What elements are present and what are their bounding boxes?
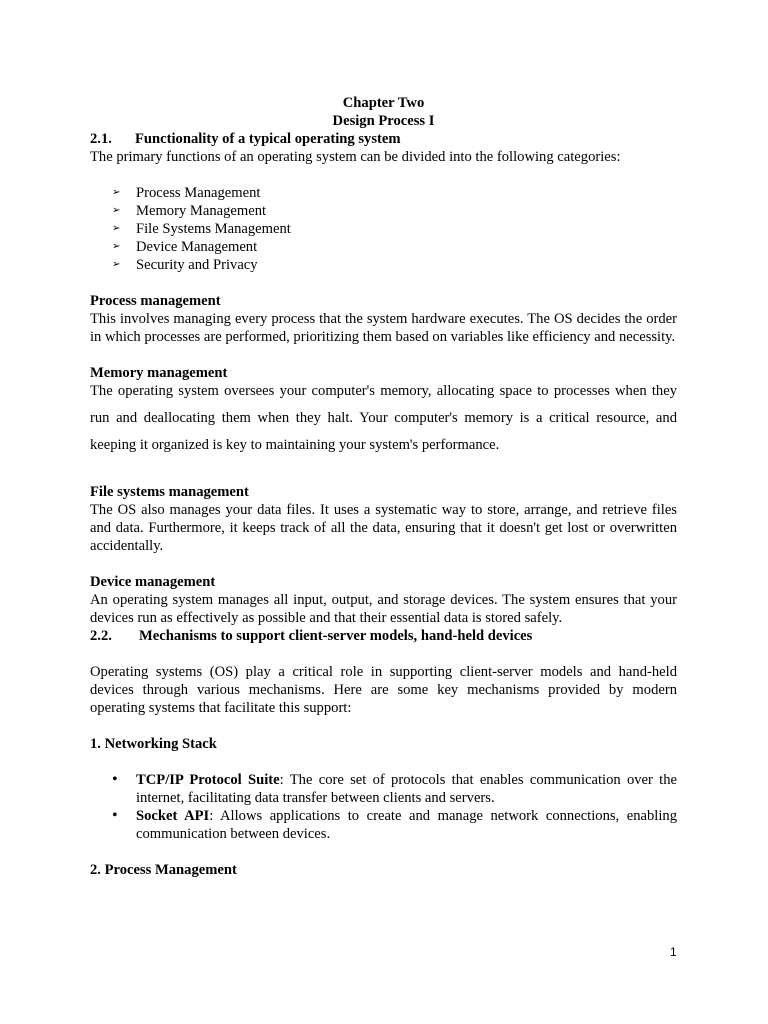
process-management-body: This involves managing every process that the system hardware executes. The OS decides the order in which processes are performed, prioritizing them based on variables like efficiency and necessity. [90, 311, 677, 345]
chapter-subtitle: Design Process I [332, 113, 435, 129]
chapter-title: Chapter Two [342, 95, 425, 111]
list-item: ➢ Memory Management [112, 203, 267, 219]
section-2-1-title: Functionality of a typical operating system [135, 131, 401, 147]
section-2-2-title: Mechanisms to support client-server models, hand-held devices [139, 628, 533, 644]
list-item: ➢ Security and Privacy [112, 257, 258, 273]
arrow-bullet-icon: ➢ [112, 241, 121, 252]
file-systems-heading: File systems management [90, 484, 249, 500]
list-item: ➢ File Systems Management [112, 221, 291, 237]
arrow-bullet-icon: ➢ [112, 187, 121, 198]
os-function-list [90, 184, 677, 274]
section-2-2-number: 2.2. [90, 628, 112, 644]
bullet-icon: • [112, 771, 118, 788]
arrow-bullet-icon: ➢ [112, 259, 121, 270]
section-2-1-number: 2.1. [90, 131, 112, 147]
list-item: • Socket API: Allows applications to create and manage network connections, enabling communication between devices. [112, 807, 677, 842]
file-systems-body: The OS also manages your data files. It uses a systematic way to store, arrange, and retrieve files and data. Furthermore, it keeps track of all the data, ensuring that it doesn't get lost or overwritten accidentally. [90, 502, 677, 554]
page-content [90, 94, 677, 879]
memory-management-body: The operating system oversees your computer's memory, allocating space to processes when they run and deallocating them when they halt. Your computer's memory is a critical resource, and keeping it organized is key to maintaining your system's performance. [90, 383, 677, 453]
arrow-bullet-icon: ➢ [112, 223, 121, 234]
section-2-2-intro: Operating systems (OS) play a critical role in supporting client-server models and hand-held devices through various mechanisms. Here are some key mechanisms provided by modern operating systems that facilitate this support: [90, 664, 677, 716]
networking-stack-heading: 1. Networking Stack [90, 736, 217, 752]
section-2-1-heading [90, 130, 677, 148]
process-management-heading: Process management [90, 293, 221, 309]
networking-stack-list [90, 771, 677, 843]
list-item: ➢ Device Management [112, 239, 258, 255]
device-management-heading: Device management [90, 574, 216, 590]
section-2-2-heading [90, 627, 677, 645]
list-item: • TCP/IP Protocol Suite: The core set of protocols that enables communication over the internet, facilitating data transfer between clients and servers. [112, 771, 677, 806]
device-management-body: An operating system manages all input, output, and storage devices. The system ensures that your devices run as effectively as possible and that their essential data is stored safely. [90, 592, 677, 626]
bullet-icon: • [112, 807, 118, 824]
list-item: ➢ Process Management [112, 185, 261, 201]
process-management-2-heading: 2. Process Management [90, 862, 237, 878]
arrow-bullet-icon: ➢ [112, 205, 121, 216]
page-number: 1 [670, 945, 677, 959]
memory-management-heading: Memory management [90, 365, 228, 381]
section-2-1-intro: The primary functions of an operating system can be divided into the following categories: [90, 149, 621, 165]
